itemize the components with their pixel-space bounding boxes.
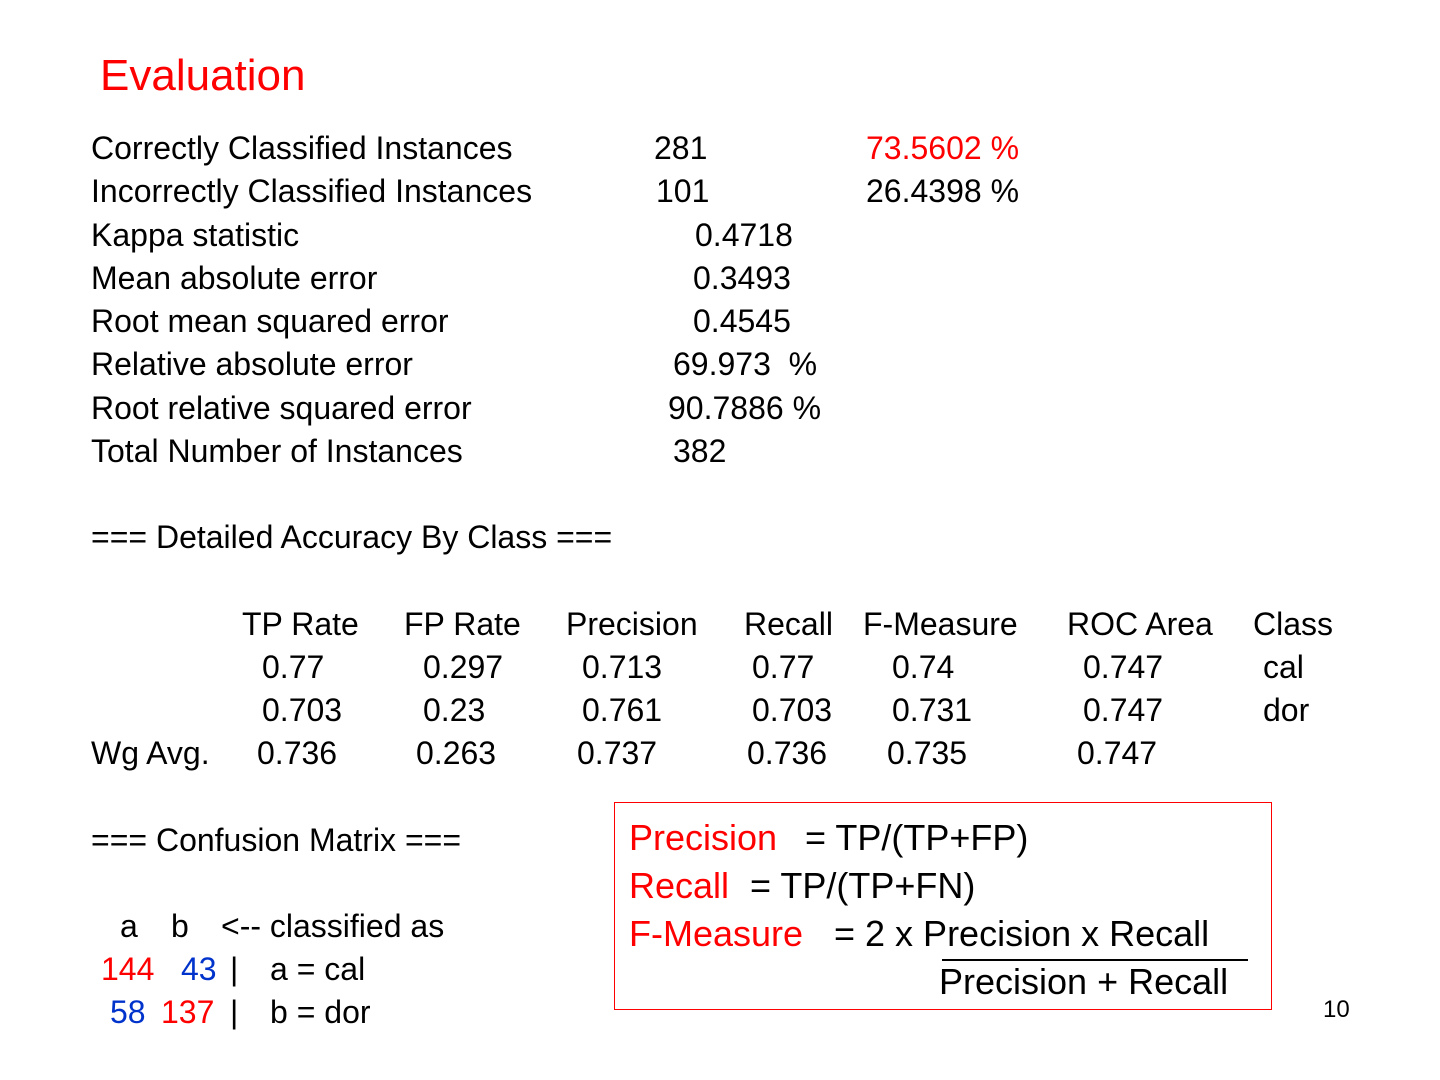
avg-cell: 0.736 [747,735,828,771]
total-value: 382 [673,433,727,469]
incorrect-count: 101 [656,173,710,209]
rrse-value: 90.7886 % [668,390,822,426]
col-header: Precision [566,606,698,642]
detailed-heading: === Detailed Accuracy By Class === [91,519,613,555]
cm-separator: | [230,994,239,1030]
recall-term: Recall [629,865,730,906]
precision-term: Precision [629,817,778,858]
rae-value: 69.973 % [673,346,818,382]
slide-title: Evaluation [100,51,306,100]
confusion-heading: === Confusion Matrix === [91,822,461,858]
table-cell: cal [1263,649,1304,685]
cm-separator: | [230,951,239,987]
table-cell: 0.747 [1083,692,1164,728]
table-cell: 0.761 [582,692,663,728]
table-cell: 0.703 [262,692,343,728]
col-header: F-Measure [863,606,1018,642]
col-header: ROC Area [1067,606,1213,642]
table-cell: 0.297 [423,649,504,685]
table-cell: 0.23 [423,692,486,728]
table-cell: 0.747 [1083,649,1164,685]
avg-cell: 0.735 [887,735,968,771]
cm-cell: 43 [181,951,217,987]
table-cell: 0.74 [892,649,955,685]
rmse-value: 0.4545 [693,303,791,339]
fmeasure-term: F-Measure [629,913,804,954]
precision-expr: = TP/(TP+FP) [805,817,1029,858]
kappa-label: Kappa statistic [91,217,300,253]
recall-expr: = TP/(TP+FN) [750,865,976,906]
correct-count: 281 [654,130,708,166]
cm-col-b: b [171,908,189,944]
correct-label: Correctly Classified Instances [91,130,513,166]
correct-pct: 73.5602 % [866,130,1020,166]
table-cell: 0.77 [752,649,815,685]
rrse-label: Root relative squared error [91,390,472,426]
avg-cell: 0.747 [1077,735,1158,771]
table-cell: dor [1263,692,1310,728]
cm-row-label: a = cal [270,951,366,987]
incorrect-label: Incorrectly Classified Instances [91,173,533,209]
page-number: 10 [1323,996,1350,1023]
total-label: Total Number of Instances [91,433,463,469]
col-header: Recall [744,606,833,642]
fmeasure-denominator: Precision + Recall [939,961,1229,1002]
rae-label: Relative absolute error [91,346,413,382]
cm-cell: 144 [101,951,155,987]
mae-label: Mean absolute error [91,260,378,296]
cm-note: <-- classified as [221,908,445,944]
avg-cell: 0.736 [257,735,338,771]
avg-cell: 0.263 [416,735,497,771]
cm-col-a: a [120,908,138,944]
table-cell: 0.703 [752,692,833,728]
mae-value: 0.3493 [693,260,791,296]
avg-cell: 0.737 [577,735,658,771]
rmse-label: Root mean squared error [91,303,449,339]
cm-cell: 58 [110,994,146,1030]
incorrect-pct: 26.4398 % [866,173,1020,209]
col-header: FP Rate [404,606,521,642]
fmeasure-expr: = 2 x Precision x Recall [834,913,1210,954]
table-cell: 0.77 [262,649,325,685]
cm-cell: 137 [161,994,215,1030]
cm-row-label: b = dor [270,994,371,1030]
table-cell: 0.731 [892,692,973,728]
table-cell: 0.713 [582,649,663,685]
avg-label: Wg Avg. [91,735,210,771]
kappa-value: 0.4718 [695,217,793,253]
col-header: TP Rate [242,606,359,642]
col-header: Class [1253,606,1334,642]
